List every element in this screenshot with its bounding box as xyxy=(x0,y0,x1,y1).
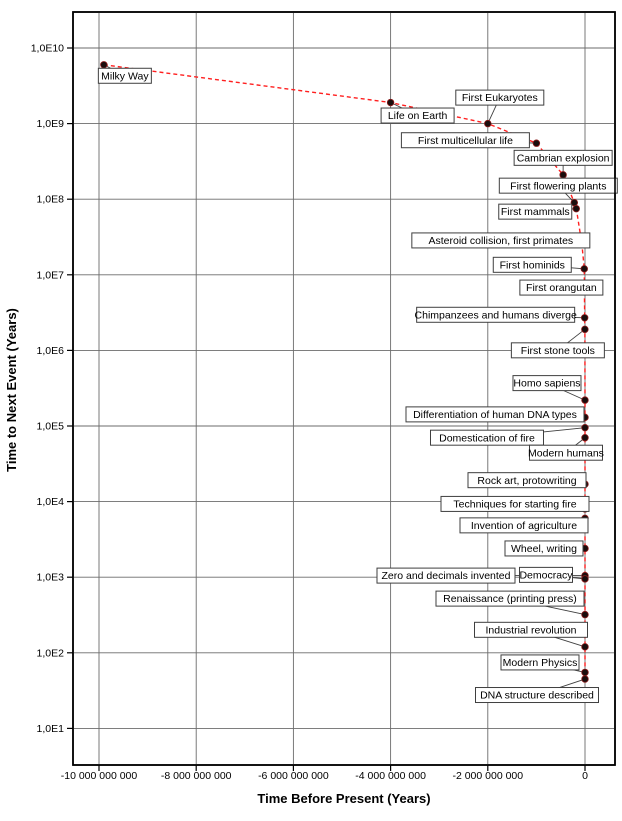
y-axis-title: Time to Next Event (Years) xyxy=(4,308,19,472)
event-label-text: Renaissance (printing press) xyxy=(443,593,577,606)
event-label-text: Techniques for starting fire xyxy=(453,498,577,511)
y-tick-label: 1,0E5 xyxy=(36,420,64,433)
x-tick-label: -6 000 000 000 xyxy=(258,770,329,782)
data-point xyxy=(582,669,589,676)
y-tick-label: 1,0E9 xyxy=(36,118,64,131)
event-label-text: Democracy xyxy=(519,569,573,582)
data-point xyxy=(582,326,589,333)
data-point xyxy=(582,397,589,404)
event-label-text: Modern Physics xyxy=(502,657,578,670)
x-axis-title: Time Before Present (Years) xyxy=(257,791,431,806)
event-label-text: First flowering plants xyxy=(510,180,607,193)
data-point xyxy=(387,99,394,106)
data-point xyxy=(573,205,580,212)
data-point xyxy=(582,434,589,441)
y-tick-label: 1,0E6 xyxy=(36,344,64,357)
data-point xyxy=(582,576,589,583)
y-tick-label: 1,0E7 xyxy=(36,269,64,282)
data-point xyxy=(101,61,108,68)
event-label-text: First multicellular life xyxy=(417,134,513,147)
y-tick-label: 1,0E4 xyxy=(36,496,64,509)
data-point xyxy=(581,314,588,321)
event-label-text: Differentiation of human DNA types xyxy=(413,408,577,421)
data-point xyxy=(582,644,589,651)
data-point xyxy=(533,140,540,147)
event-label-text: First mammals xyxy=(500,206,570,219)
data-point xyxy=(485,120,492,127)
event-label-text: Wheel, writing xyxy=(511,543,577,556)
event-label-text: First orangutan xyxy=(526,282,597,295)
data-point xyxy=(582,611,589,618)
event-label-text: First hominids xyxy=(499,259,565,272)
event-label-text: Cambrian explosion xyxy=(516,152,610,165)
x-tick-label: 0 xyxy=(582,770,588,782)
x-tick-label: -2 000 000 000 xyxy=(452,770,524,782)
data-point xyxy=(581,266,588,273)
event-label-text: Invention of agriculture xyxy=(470,519,578,532)
y-tick-label: 1,0E3 xyxy=(36,571,64,584)
data-point xyxy=(560,172,567,179)
y-tick-label: 1,0E2 xyxy=(36,647,64,660)
y-tick-label: 1,0E10 xyxy=(30,42,64,55)
event-label-text: Chimpanzees and humans diverge xyxy=(414,309,577,322)
event-label-text: Industrial revolution xyxy=(485,624,577,637)
y-tick-label: 1,0E1 xyxy=(36,722,64,735)
x-tick-label: -10 000 000 000 xyxy=(60,770,138,782)
data-point xyxy=(582,676,589,683)
event-label-text: Domestication of fire xyxy=(439,432,535,445)
y-tick-label: 1,0E8 xyxy=(36,193,64,206)
event-label-text: Asteroid collision, first primates xyxy=(428,235,574,248)
x-tick-label: -4 000 000 000 xyxy=(355,770,426,782)
event-label-text: Life on Earth xyxy=(387,110,448,123)
event-label-text: Homo sapiens xyxy=(513,377,581,390)
event-label-text: First Eukaryotes xyxy=(461,92,538,105)
event-label-text: DNA structure described xyxy=(480,689,594,702)
event-label-text: Modern humans xyxy=(528,447,604,460)
event-label-text: Zero and decimals invented xyxy=(381,570,511,583)
event-label-text: First stone tools xyxy=(520,344,595,357)
event-label-text: Milky Way xyxy=(101,70,149,83)
x-tick-label: -8 000 000 000 xyxy=(160,770,232,782)
event-label-text: Rock art, protowriting xyxy=(477,474,577,487)
data-point xyxy=(582,424,589,431)
